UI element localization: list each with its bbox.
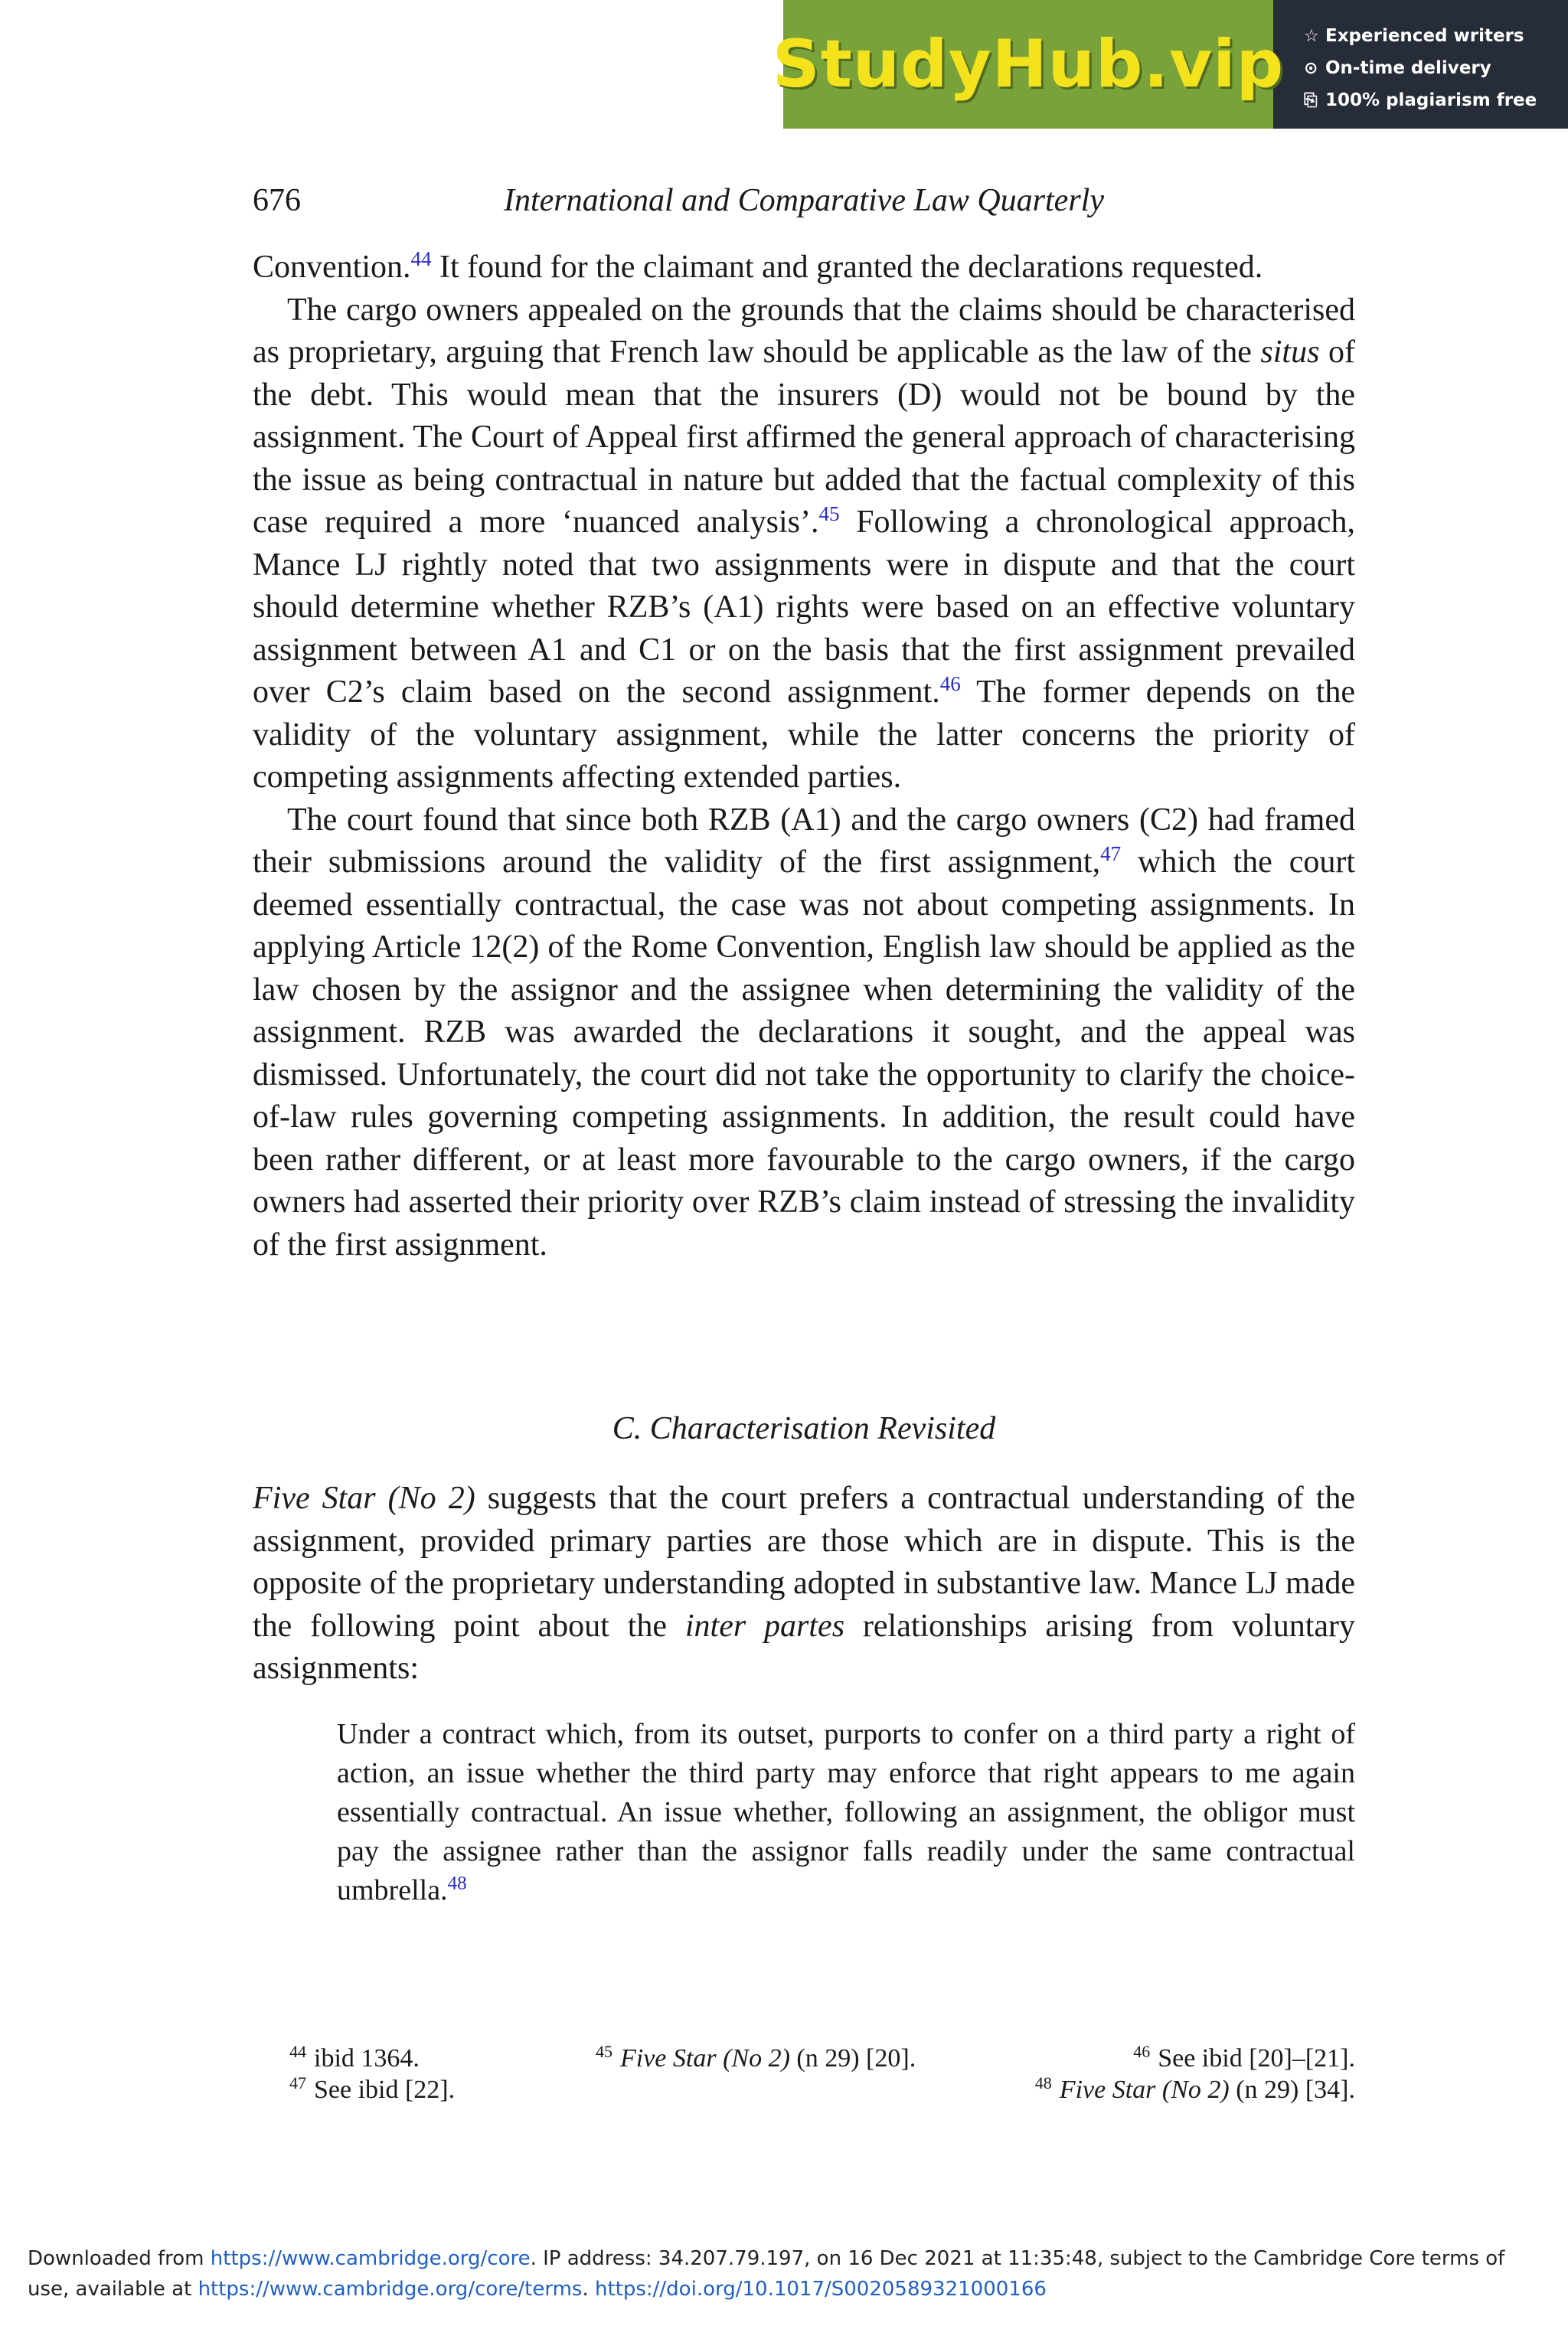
notice-text: . bbox=[582, 2278, 595, 2301]
case-name: Five Star (No 2) bbox=[620, 2044, 790, 2073]
download-notice-line-2 bbox=[28, 2274, 1544, 2305]
star-icon: ☆ bbox=[1304, 26, 1319, 46]
footnote-number: 44 bbox=[289, 2041, 306, 2061]
footnote-47 bbox=[289, 2074, 455, 2105]
footnote-ref-48[interactable]: 48 bbox=[447, 1873, 467, 1894]
footnote-text: ibid 1364. bbox=[314, 2044, 420, 2073]
notice-text: use, available at bbox=[28, 2278, 198, 2301]
notice-text: . IP address: 34.207.79.197, on 16 Dec 2021 at 11:35:48, subject to the Cambridge Core terms of bbox=[530, 2247, 1505, 2270]
paragraph-2 bbox=[253, 289, 1355, 799]
paragraph-text: The former depends on the validity of the voluntary assignment, while the latter concerns the priority of competing assignments affecting extended parties. bbox=[253, 675, 1356, 795]
section-heading: C. Characterisation Revisited bbox=[612, 1411, 996, 1446]
footnote-46 bbox=[1133, 2043, 1355, 2074]
feature-label: On-time delivery bbox=[1325, 58, 1491, 78]
footnote-44 bbox=[289, 2043, 420, 2074]
feature-label: 100% plagiarism free bbox=[1325, 90, 1537, 110]
download-notice bbox=[28, 2243, 1544, 2305]
paragraph-4 bbox=[253, 1478, 1355, 1690]
paragraph-text: Convention. bbox=[253, 250, 411, 285]
footnote-ref-44[interactable]: 44 bbox=[410, 247, 432, 270]
feature-row bbox=[1304, 20, 1568, 52]
footnote-45 bbox=[596, 2043, 916, 2074]
footnote-48 bbox=[1035, 2074, 1355, 2105]
clock-icon: ⊙ bbox=[1304, 58, 1318, 78]
paragraph-text: suggests that the court prefers a contractual understanding of the assignment, provided primary parties are those which are in dispute. This is the opposite of the proprietary understanding adopted in substantive law. Mance LJ made the following point about the bbox=[253, 1481, 1356, 1644]
paragraph-1 bbox=[253, 247, 1355, 289]
journal-title: International and Comparative Law Quarterly bbox=[504, 183, 1104, 218]
footnote-text: (n 29) [20]. bbox=[789, 2044, 916, 2073]
emphasis-inter-partes: inter partes bbox=[684, 1608, 845, 1644]
studyhub-banner[interactable] bbox=[772, 0, 1568, 129]
cambridge-core-link[interactable]: https://www.cambridge.org/core bbox=[210, 2247, 531, 2270]
paragraph-text: It found for the claimant and granted the declarations requested. bbox=[431, 250, 1263, 285]
banner-features bbox=[1273, 0, 1568, 129]
paragraph-text: Following a chronological approach, Mance LJ rightly noted that two assignments were in dispute and that the court should determine whether RZB’s (A1) rights were based on an effective voluntary assignment between A1 and C1 or on the basis that the first assignment prevailed over C2’s claim based on the second assignment. bbox=[253, 505, 1356, 710]
footnote-row bbox=[253, 2043, 1355, 2074]
emphasis-situs: situs bbox=[1260, 335, 1320, 370]
page-number: 676 bbox=[253, 183, 301, 218]
case-name: Five Star (No 2) bbox=[1059, 2076, 1230, 2104]
case-name: Five Star (No 2) bbox=[253, 1481, 475, 1516]
footnote-row bbox=[253, 2074, 1355, 2105]
footnotes bbox=[253, 2043, 1355, 2105]
footnote-ref-45[interactable]: 45 bbox=[818, 502, 840, 525]
notice-text: Downloaded from bbox=[28, 2247, 211, 2270]
feature-row bbox=[1304, 84, 1568, 116]
footnote-text: See ibid [22]. bbox=[314, 2076, 456, 2104]
doi-link[interactable]: https://doi.org/10.1017/S0020589321000166 bbox=[594, 2278, 1047, 2301]
download-notice-line-1 bbox=[28, 2243, 1544, 2274]
paragraph-3 bbox=[253, 799, 1355, 1267]
running-head bbox=[253, 182, 1355, 228]
footnote-ref-47[interactable]: 47 bbox=[1100, 842, 1122, 865]
footnote-number: 46 bbox=[1133, 2041, 1151, 2061]
footnote-text: See ibid [20]–[21]. bbox=[1158, 2044, 1355, 2073]
studyhub-logo[interactable] bbox=[772, 0, 1285, 129]
quote-text: Under a contract which, from its outset, purports to confer on a third party a right of action, an issue whether the third party may enforce that right appears to me again essentially contractual. An issue whether, following an assignment, the obligor must pay the assignee rather than the assignor falls readily under the same contractual umbrella. bbox=[337, 1718, 1355, 1906]
body-text-upper bbox=[253, 247, 1355, 1266]
body-text-lower bbox=[253, 1478, 1355, 1690]
footnote-text: (n 29) [34]. bbox=[1229, 2076, 1355, 2104]
block-quote bbox=[337, 1715, 1355, 1910]
footnote-ref-46[interactable]: 46 bbox=[939, 672, 961, 695]
cambridge-terms-link[interactable]: https://www.cambridge.org/core/terms bbox=[198, 2278, 583, 2301]
footnote-number: 47 bbox=[289, 2073, 306, 2092]
paragraph-text: which the court deemed essentially contractual, the case was not about competing assignments. In applying Article 12(2) of the Rome Convention, English law should be applied as the law chosen by the assignor and the assignee when determining the validity of the assignment. RZB was awarded the declarations it sought, and the appeal was dismissed. Unfortunately, the court did not take the opportunity to clarify the choice-of-law rules governing competing assignments. In addition, the result could have been rather different, or at least more favourable to the cargo owners, if the cargo owners had asserted their priority over RZB’s claim instead of stressing the invalidity of the first assignment. bbox=[253, 844, 1356, 1263]
feature-row bbox=[1304, 52, 1568, 84]
footnote-number: 45 bbox=[596, 2041, 612, 2061]
document-check-icon: ⎘ bbox=[1304, 90, 1318, 110]
studyhub-logo-text: StudyHub.vip bbox=[772, 26, 1285, 103]
paragraph-text: of the debt. This would mean that the insurers (D) would not be bound by the assignment. The Court of Appeal first affirmed the general approach of characterising the issue as being contractual in nature but added that the factual complexity of this case required a more ‘nuanced analysis’. bbox=[253, 335, 1355, 540]
paragraph-text: The cargo owners appealed on the grounds that the claims should be characterised as proprietary, arguing that French law should be applicable as the law of the bbox=[253, 292, 1355, 370]
footnote-number: 48 bbox=[1034, 2073, 1052, 2092]
feature-label: Experienced writers bbox=[1325, 26, 1524, 46]
paragraph-text: The court found that since both RZB (A1) and the cargo owners (C2) had framed their submissions around the validity of the first assignment, bbox=[253, 802, 1355, 880]
paragraph-text: relationships arising from voluntary assignments: bbox=[253, 1608, 1356, 1686]
